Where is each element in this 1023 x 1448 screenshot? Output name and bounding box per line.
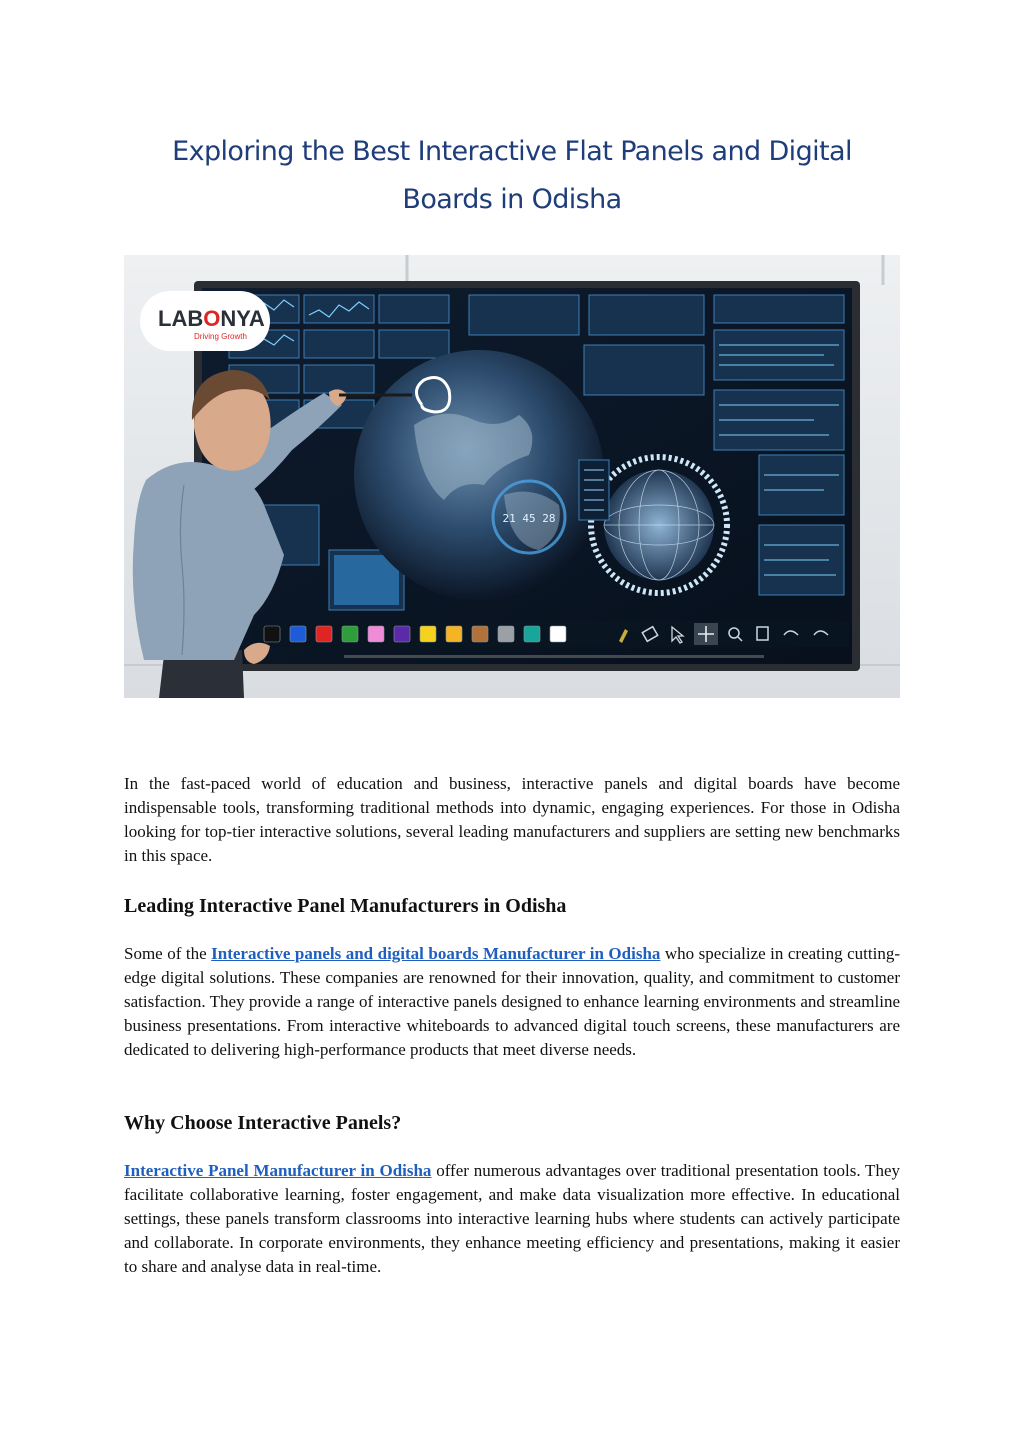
paragraph-suffix: offer numerous advantages over traditional presentation tools. They facilitate collaborative learning, foster engagement, and make data visualization more effective. In educational settings, these panels transform classrooms into interactive learning hubs where students can actively participate and collaborate. In corporate environments, they enhance meeting efficiency and presentations, making it easier to share and analyse data in real-time.	[124, 1161, 900, 1276]
labonya-logo	[140, 291, 270, 351]
hero-image	[124, 255, 900, 698]
section-heading-why-choose: Why Choose Interactive Panels?	[124, 1112, 402, 1134]
why-choose-paragraph	[124, 1159, 900, 1279]
color-swatch[interactable]	[550, 626, 566, 642]
svg-text:LABONYA: LABONYA	[158, 306, 265, 331]
page-title-line-1: Exploring the Best Interactive Flat Panels and Digital	[172, 136, 852, 167]
color-swatch[interactable]	[342, 626, 358, 642]
paragraph-prefix: Some of the	[124, 944, 212, 963]
logo-tagline: Driving Growth	[194, 332, 247, 341]
panel-manufacturer-link[interactable]: Interactive Panel Manufacturer in Odisha	[124, 1161, 432, 1180]
manufacturers-paragraph	[124, 942, 900, 1062]
color-swatch[interactable]	[498, 626, 514, 642]
paragraph-suffix: who specialize in creating cutting-edge digital solutions. These companies are renowned for their innovation, quality, and commitment to customer satisfaction. They provide a range of interactive panels designed to enhance learning environments and streamline business presentations. From interactive whiteboards to advanced digital touch screens, these manufacturers are dedicated to delivering high-performance products that meet diverse needs.	[124, 944, 901, 1059]
intro-paragraph: In the fast-paced world of education and business, interactive panels and digital boards have become indispensable tools, transforming traditional methods into dynamic, engaging experiences. For those in Odisha looking for top-tier interactive solutions, several leading manufacturers and suppliers are setting new benchmarks in this space.	[124, 774, 900, 865]
color-swatch[interactable]	[446, 626, 462, 642]
color-swatch[interactable]	[420, 626, 436, 642]
page-title	[124, 128, 900, 224]
color-swatch[interactable]	[316, 626, 332, 642]
color-swatch[interactable]	[290, 626, 306, 642]
color-swatch[interactable]	[264, 626, 280, 642]
color-swatch[interactable]	[368, 626, 384, 642]
manufacturer-link[interactable]: Interactive panels and digital boards Manufacturer in Odisha	[211, 944, 661, 963]
page-title-line-2: Boards in Odisha	[402, 184, 622, 215]
color-swatch[interactable]	[524, 626, 540, 642]
color-swatch[interactable]	[472, 626, 488, 642]
clock-readout: 21 45 28	[502, 512, 556, 525]
section-heading-manufacturers: Leading Interactive Panel Manufacturers in Odisha	[124, 895, 567, 917]
color-swatch[interactable]	[394, 626, 410, 642]
